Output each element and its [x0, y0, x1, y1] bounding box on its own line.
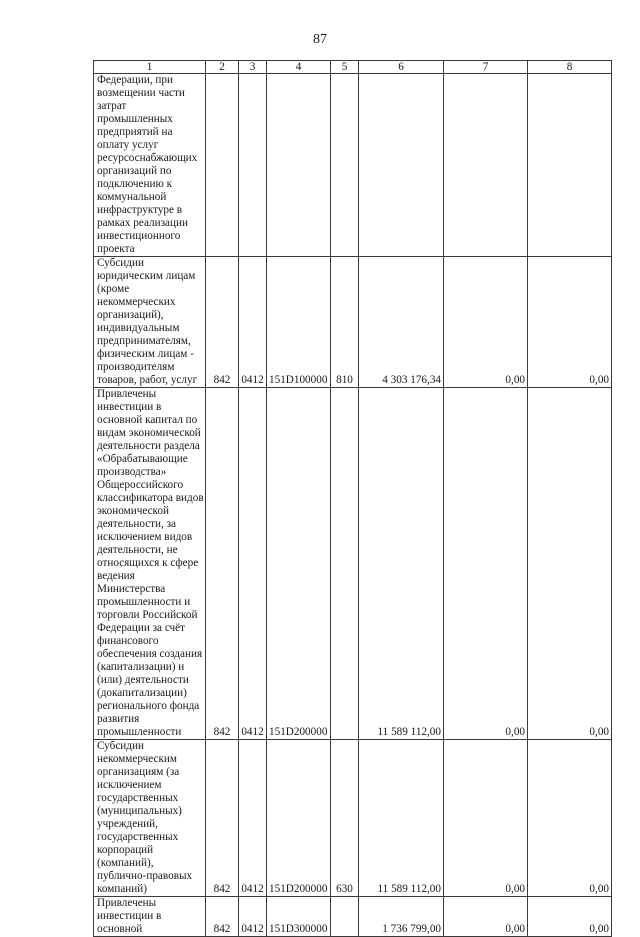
- row-vr: [331, 388, 359, 740]
- row-name: Привлечены инвестиции в основной: [94, 897, 206, 937]
- row-csr: 151D200000: [267, 740, 331, 897]
- table-row: [94, 257, 612, 388]
- row-sum-2: 0,00: [444, 740, 528, 897]
- header-col-8: 8: [528, 61, 612, 74]
- header-col-4: 4: [267, 61, 331, 74]
- row-sum-1: 1 736 799,00: [359, 897, 444, 937]
- row-gr: [206, 74, 239, 257]
- row-gr: 842: [206, 897, 239, 937]
- row-sum-3: 0,00: [528, 897, 612, 937]
- row-sum-1: 11 589 112,00: [359, 388, 444, 740]
- table-row: [94, 740, 612, 897]
- row-sum-2: [444, 74, 528, 257]
- row-sum-2: 0,00: [444, 257, 528, 388]
- row-sum-1: 11 589 112,00: [359, 740, 444, 897]
- row-vr: [331, 74, 359, 257]
- row-sum-3: 0,00: [528, 388, 612, 740]
- page-number: 87: [313, 32, 327, 47]
- header-col-3: 3: [239, 61, 267, 74]
- row-rz: 0412: [239, 257, 267, 388]
- row-sum-3: [528, 74, 612, 257]
- table-row: [94, 74, 612, 257]
- row-vr: [331, 897, 359, 937]
- row-gr: 842: [206, 257, 239, 388]
- row-name: Субсидии юридическим лицам (кроме некоммерческих организаций), индивидуальным предпринимателям, физическим лицам - производителям товаров, работ, услуг: [94, 257, 206, 388]
- row-csr: 151D300000: [267, 897, 331, 937]
- row-gr: 842: [206, 740, 239, 897]
- header-row: [94, 61, 612, 74]
- table-row: [94, 897, 612, 937]
- header-col-5: 5: [331, 61, 359, 74]
- header-col-6: 6: [359, 61, 444, 74]
- row-sum-1: 4 303 176,34: [359, 257, 444, 388]
- row-rz: 0412: [239, 388, 267, 740]
- row-vr: 810: [331, 257, 359, 388]
- row-csr: 151D200000: [267, 388, 331, 740]
- row-csr: [267, 74, 331, 257]
- header-col-1: 1: [94, 61, 206, 74]
- row-sum-3: 0,00: [528, 257, 612, 388]
- row-csr: 151D100000: [267, 257, 331, 388]
- row-sum-1: [359, 74, 444, 257]
- row-name: Федерации, при возмещении части затрат промышленных предприятий на оплату услуг ресурсоснабжающих организаций по подключению к коммунальной инфраструктуре в рамках реализации инвестиционного проекта: [94, 74, 206, 257]
- budget-table: [93, 60, 612, 937]
- row-sum-2: 0,00: [444, 897, 528, 937]
- row-name: Субсидии некоммерческим организациям (за исключением государственных (муниципальных) учреждений, государственных корпораций (компаний), публично-правовых компаний): [94, 740, 206, 897]
- header-col-2: 2: [206, 61, 239, 74]
- row-rz: 0412: [239, 897, 267, 937]
- row-vr: 630: [331, 740, 359, 897]
- row-rz: [239, 74, 267, 257]
- header-col-7: 7: [444, 61, 528, 74]
- row-rz: 0412: [239, 740, 267, 897]
- row-sum-3: 0,00: [528, 740, 612, 897]
- row-gr: 842: [206, 388, 239, 740]
- row-name: Привлечены инвестиции в основной капитал по видам экономической деятельности раздела «Обрабатывающие производства» Общероссийского классификатора видов экономической деятельности, за исключением видов деятельности, не относящихся к сфере ведения Министерства промышленности и торговли Российской Федерации за счёт финансового обеспечения создания (капитализации) и (или) деятельности (докапитализации) регионального фонда развития промышленности: [94, 388, 206, 740]
- table-row: [94, 388, 612, 740]
- row-sum-2: 0,00: [444, 388, 528, 740]
